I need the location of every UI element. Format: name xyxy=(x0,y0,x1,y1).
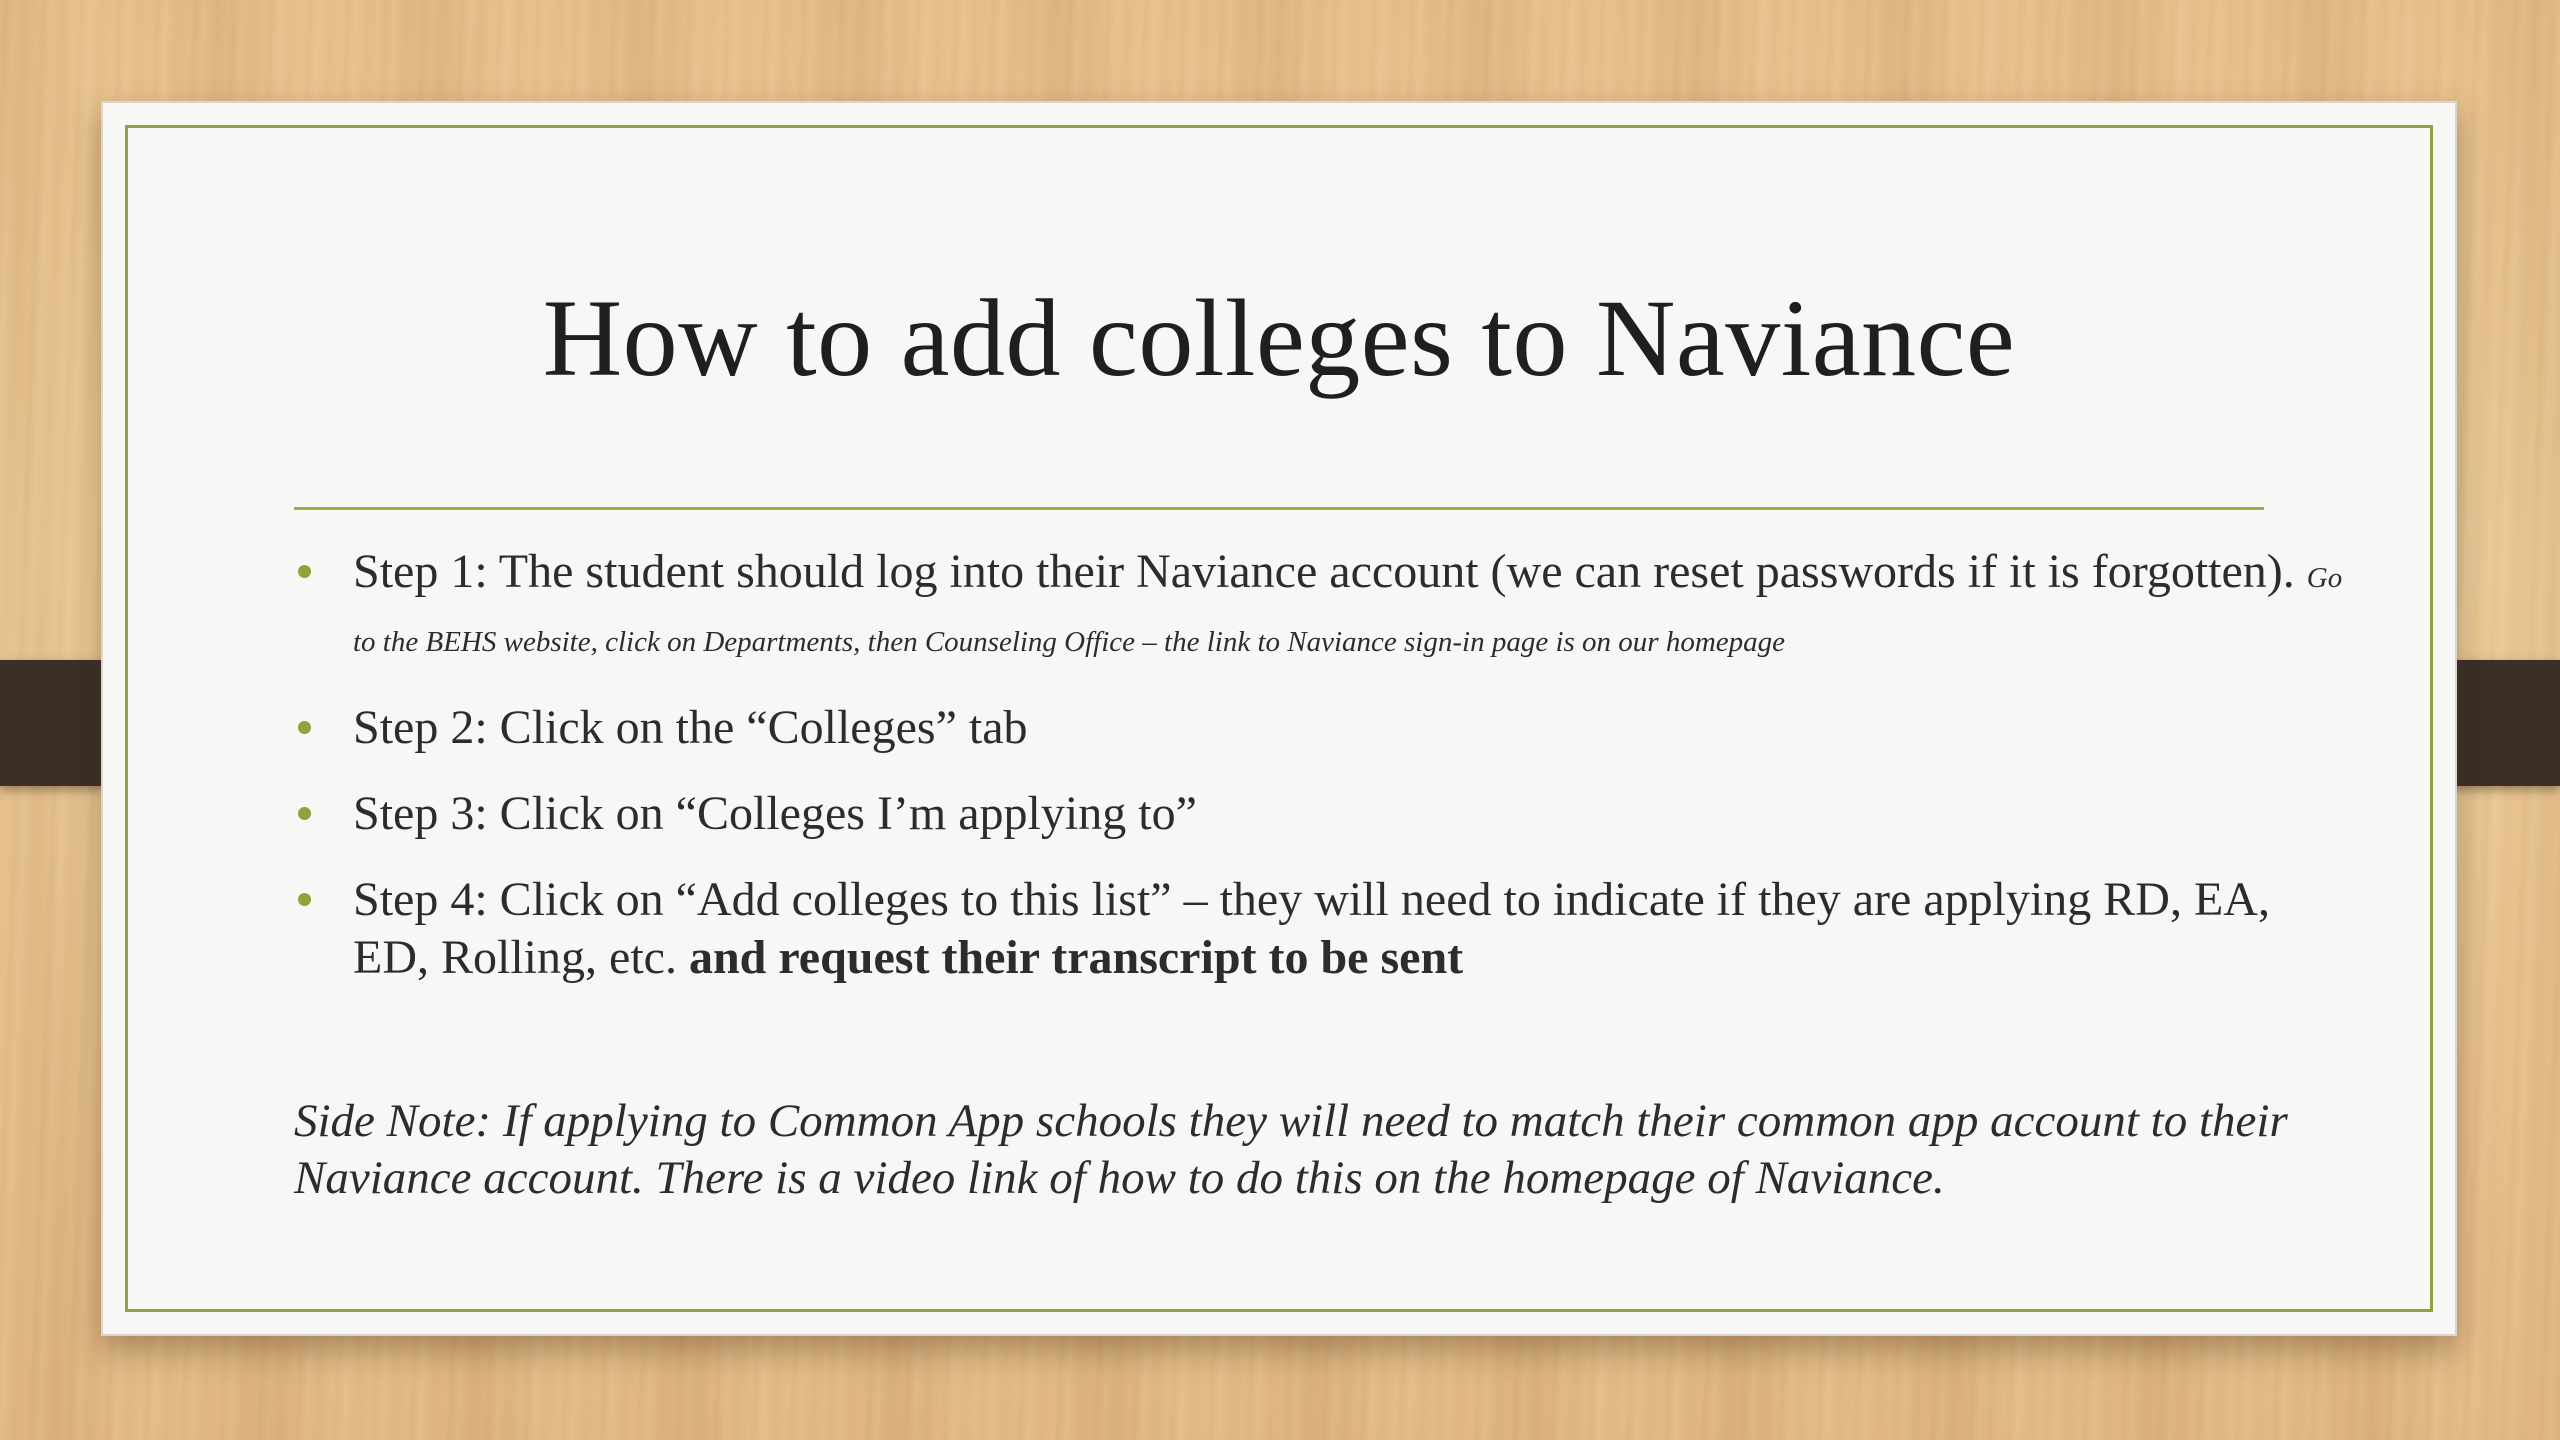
side-note: Side Note: If applying to Common App schools they will need to match their common app account to their Naviance account. There is a video link of how to do this on the homepage of Naviance. xyxy=(294,1095,2288,1204)
step-item-4 xyxy=(353,871,2343,987)
step-1-text: Step 1: The student should log into their Naviance account (we can reset passwords if it is forgotten). xyxy=(353,545,2295,598)
step-4-text: Step 4: Click on “Add colleges to this list” – they will need to indicate if they are applying RD, EA, ED, Rolling, etc. xyxy=(353,873,2270,984)
steps-list xyxy=(353,543,2343,1015)
title-divider xyxy=(294,507,2264,510)
step-3-text: Step 3: Click on “Colleges I’m applying to” xyxy=(353,787,1197,840)
step-item-2 xyxy=(353,699,2343,757)
slide-card xyxy=(101,101,2457,1336)
step-item-1 xyxy=(353,543,2343,671)
step-2-text: Step 2: Click on the “Colleges” tab xyxy=(353,701,1028,754)
step-item-3 xyxy=(353,785,2343,843)
slide-title: How to add colleges to Naviance xyxy=(542,277,2016,399)
step-1-note: Go to the BEHS website, click on Departments, then Counseling Office – the link to Naviance sign-in page is on our homepage xyxy=(353,562,2343,658)
step-4-bold-text: and request their transcript to be sent xyxy=(688,931,1464,984)
